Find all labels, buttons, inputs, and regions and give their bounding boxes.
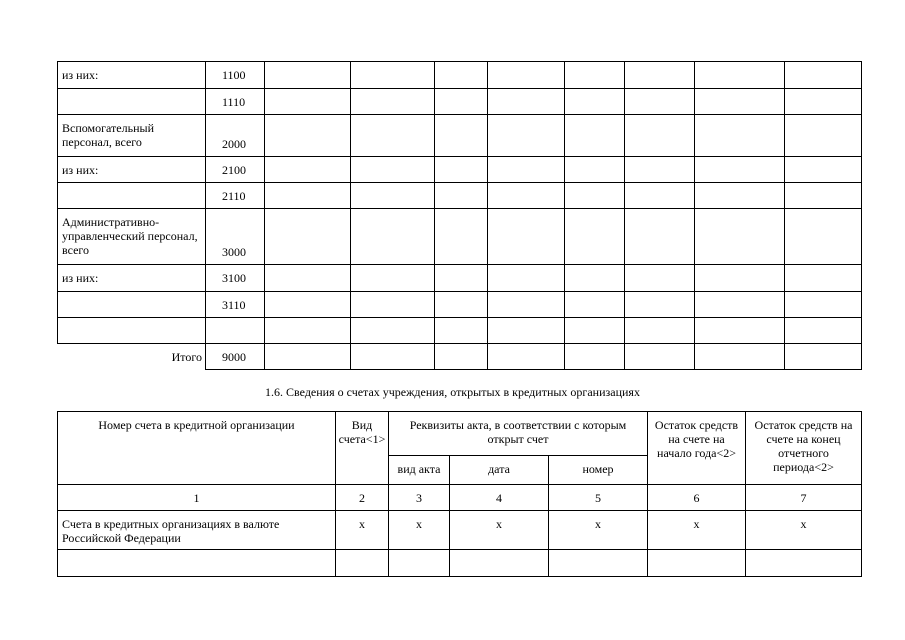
header-balance-start: Остаток средств на счете на начало года<2> [648, 412, 746, 485]
cell-value: x [450, 511, 549, 550]
column-number: 1 [58, 485, 336, 511]
row-label [58, 89, 206, 115]
row-code: 2000 [206, 115, 265, 157]
header-account-type: Вид счета<1> [336, 412, 389, 485]
cell-value [389, 550, 450, 577]
row-label [58, 318, 206, 344]
row-code: 3000 [206, 209, 265, 265]
header-row [58, 412, 862, 456]
total-code: 9000 [206, 344, 265, 370]
table-row [58, 115, 862, 157]
section-title: 1.6. Сведения о счетах учреждения, открытых в кредитных организациях [265, 385, 640, 399]
header-act-details: Реквизиты акта, в соответствии с которым открыт счет [389, 412, 648, 456]
row-label [58, 550, 336, 577]
cell-value [336, 550, 389, 577]
cell-value: x [389, 511, 450, 550]
row-code: 1110 [206, 89, 265, 115]
row-code: 1100 [206, 62, 265, 89]
table-row [58, 511, 862, 550]
accounts-table [57, 411, 862, 577]
total-label: Итого [58, 344, 206, 370]
column-number: 2 [336, 485, 389, 511]
table-row [58, 62, 862, 89]
row-code: 2110 [206, 183, 265, 209]
row-label: Вспомогательный персонал, всего [58, 115, 206, 157]
row-label: Административно-управленческий персонал, всего [58, 209, 206, 265]
column-number-row [58, 485, 862, 511]
column-number: 4 [450, 485, 549, 511]
column-number: 5 [549, 485, 648, 511]
row-label: из них: [58, 157, 206, 183]
cell-value [549, 550, 648, 577]
cell-value: x [746, 511, 862, 550]
total-row [58, 344, 862, 370]
cell-value: x [648, 511, 746, 550]
row-code: 2100 [206, 157, 265, 183]
row-label: из них: [58, 62, 206, 89]
header-act-number: номер [549, 456, 648, 485]
table-row [58, 318, 862, 344]
staff-table [57, 61, 862, 370]
row-code [206, 318, 265, 344]
column-number: 3 [389, 485, 450, 511]
cell-value [648, 550, 746, 577]
row-label [58, 183, 206, 209]
header-act-date: дата [450, 456, 549, 485]
table-row [58, 157, 862, 183]
row-label: Счета в кредитных организациях в валюте Российской Федерации [58, 511, 336, 550]
row-label: из них: [58, 265, 206, 292]
table-row [58, 292, 862, 318]
cell-value [746, 550, 862, 577]
table-row [58, 183, 862, 209]
table-row [58, 209, 862, 265]
table-row [58, 550, 862, 577]
cell-value: x [336, 511, 389, 550]
cell-value [450, 550, 549, 577]
table-row [58, 265, 862, 292]
row-label [58, 292, 206, 318]
cell-value: x [549, 511, 648, 550]
header-balance-end: Остаток средств на счете на конец отчетного периода<2> [746, 412, 862, 485]
row-code: 3110 [206, 292, 265, 318]
table-row [58, 89, 862, 115]
row-code: 3100 [206, 265, 265, 292]
header-act-type: вид акта [389, 456, 450, 485]
header-account-number: Номер счета в кредитной организации [58, 412, 336, 485]
column-number: 7 [746, 485, 862, 511]
column-number: 6 [648, 485, 746, 511]
